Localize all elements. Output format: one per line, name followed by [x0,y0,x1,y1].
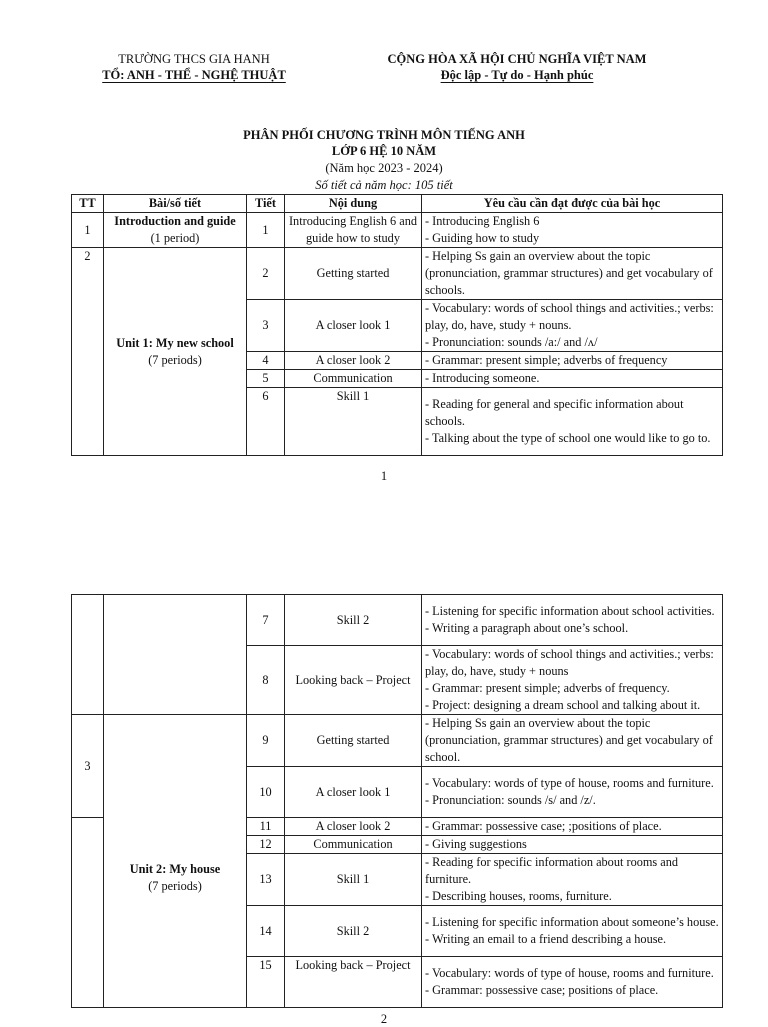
cell-requirements [422,213,723,248]
req-line: - Writing an email to a friend describing a house. [425,932,667,946]
req-line: - Reading for general and specific information about schools. [425,397,684,428]
cell-tiet: 3 [247,300,285,352]
curriculum-table-page-1 [71,194,723,456]
header-left [80,51,308,83]
req-line: - Writing a paragraph about one’s school. [425,621,629,635]
req-line: - Guiding how to study [425,231,540,245]
col-header-requirements: Yêu cầu cần đạt được của bài học [422,195,723,213]
cell-content: Skill 1 [285,854,422,906]
cell-requirements: - Helping Ss gain an overview about the topic (pronunciation, grammar structures) and get vocabulary of school. [422,715,723,767]
cell-content: A closer look 2 [285,352,422,370]
cell-content: A closer look 2 [285,818,422,836]
cell-tiet: 7 [247,595,285,646]
req-line: - Describing houses, rooms, furniture. [425,889,612,903]
req-line: - Talking about the type of school one would like to go to. [425,431,711,445]
unit-periods: (7 periods) [148,352,202,367]
cell-tt: 3 [72,715,104,818]
req-line: - Project: designing a dream school and talking about it. [425,698,701,712]
table-header-row [72,195,723,213]
cell-tiet: 15 [247,957,285,1008]
cell-requirements [422,854,723,906]
cell-tt: 1 [72,213,104,248]
unit-periods: (1 period) [150,231,200,245]
unit-periods: (7 periods) [148,879,202,893]
doc-title: PHÂN PHỐI CHƯƠNG TRÌNH MÔN TIẾNG ANH [243,128,525,142]
cell-tiet: 5 [247,370,285,388]
cell-content: Communication [285,370,422,388]
school-name: TRƯỜNG THCS GIA HANH [118,52,270,66]
cell-requirements [422,957,723,1008]
cell-tiet: 12 [247,836,285,854]
cell-content: Skill 1 [285,388,422,456]
req-line: - Vocabulary: words of school things and activities.; verbs: play, do, have, study + nouns. [425,301,714,332]
school-year: (Năm học 2023 - 2024) [325,161,443,175]
cell-requirements [422,646,723,715]
cell-tiet: 8 [247,646,285,715]
cell-tiet: 6 [247,388,285,456]
col-header-unit: Bài/số tiết [104,195,247,213]
cell-tt [72,595,104,715]
doc-subtitle: LỚP 6 HỆ 10 NĂM [331,144,437,158]
cell-content: Getting started [285,248,422,300]
motto: Độc lập - Tự do - Hạnh phúc [440,68,594,82]
req-line: - Vocabulary: words of type of house, rooms and furniture. [425,776,714,790]
cell-content: Getting started [285,715,422,767]
table-row [72,595,723,646]
cell-requirements: - Grammar: present simple; adverbs of frequency [422,352,723,370]
unit-name: Unit 1: My new school [116,335,234,350]
cell-unit [104,595,247,715]
cell-unit [104,213,247,248]
cell-tt [72,818,104,1008]
cell-requirements: - Helping Ss gain an overview about the topic (pronunciation, grammar structures) and get vocabulary of schools. [422,248,723,300]
cell-tiet: 13 [247,854,285,906]
req-line: - Vocabulary: words of type of house, rooms and furniture. [425,966,714,980]
req-line: - Reading for specific information about rooms and furniture. [425,855,679,886]
table-row [72,715,723,767]
cell-content: Skill 2 [285,906,422,957]
cell-requirements [422,767,723,818]
cell-content: A closer look 1 [285,767,422,818]
cell-requirements [422,906,723,957]
col-header-tt: TT [72,195,104,213]
req-line: - Pronunciation: sounds /s/ and /z/. [425,793,596,807]
cell-content: Looking back – Project [285,646,422,715]
cell-content: Skill 2 [285,595,422,646]
cell-requirements: - Giving suggestions [422,836,723,854]
cell-unit [104,715,247,1008]
cell-unit [104,248,247,456]
req-line: - Vocabulary: words of school things and activities.; verbs: play, do, have, study + nouns [425,647,714,678]
page-number: 1 [380,469,388,483]
cell-requirements [422,300,723,352]
cell-requirements: - Grammar: possessive case; ;positions of place. [422,818,723,836]
cell-content: Communication [285,836,422,854]
req-line: - Grammar: present simple; adverbs of frequency. [425,681,670,695]
cell-tiet: 14 [247,906,285,957]
cell-requirements [422,595,723,646]
col-header-tiet: Tiết [247,195,285,213]
unit-name: Unit 2: My house [129,862,221,876]
table-row [72,213,723,248]
cell-requirements: - Introducing someone. [422,370,723,388]
cell-tiet: 11 [247,818,285,836]
cell-tiet: 10 [247,767,285,818]
req-line: - Pronunciation: sounds /a:/ and /ʌ/ [425,335,598,349]
req-line: - Grammar: possessive case; positions of place. [425,983,659,997]
col-header-content: Nội dung [285,195,422,213]
req-line: - Listening for specific information about school activities. [425,604,715,618]
total-periods: Số tiết cả năm học: 105 tiết [315,178,453,192]
cell-tiet: 2 [247,248,285,300]
cell-content: A closer look 1 [285,300,422,352]
cell-tt: 2 [72,248,104,456]
cell-requirements [422,388,723,456]
department-name: TỔ: ANH - THỂ - NGHỆ THUẬT [102,68,286,82]
cell-tiet: 4 [247,352,285,370]
header-right [372,51,662,83]
cell-content: Looking back – Project [285,957,422,1008]
cell-tiet: 9 [247,715,285,767]
table-row [72,248,723,300]
unit-name: Introduction and guide [114,214,236,228]
cell-content: Introducing English 6 and guide how to study [285,213,422,248]
page-number: 2 [380,1012,388,1026]
req-line: - Introducing English 6 [425,214,540,228]
cell-tiet: 1 [247,213,285,248]
curriculum-table-page-2 [71,594,723,1008]
req-line: - Listening for specific information about someone’s house. [425,915,719,929]
country-name: CỘNG HÒA XÃ HỘI CHỦ NGHĨA VIỆT NAM [387,52,647,66]
